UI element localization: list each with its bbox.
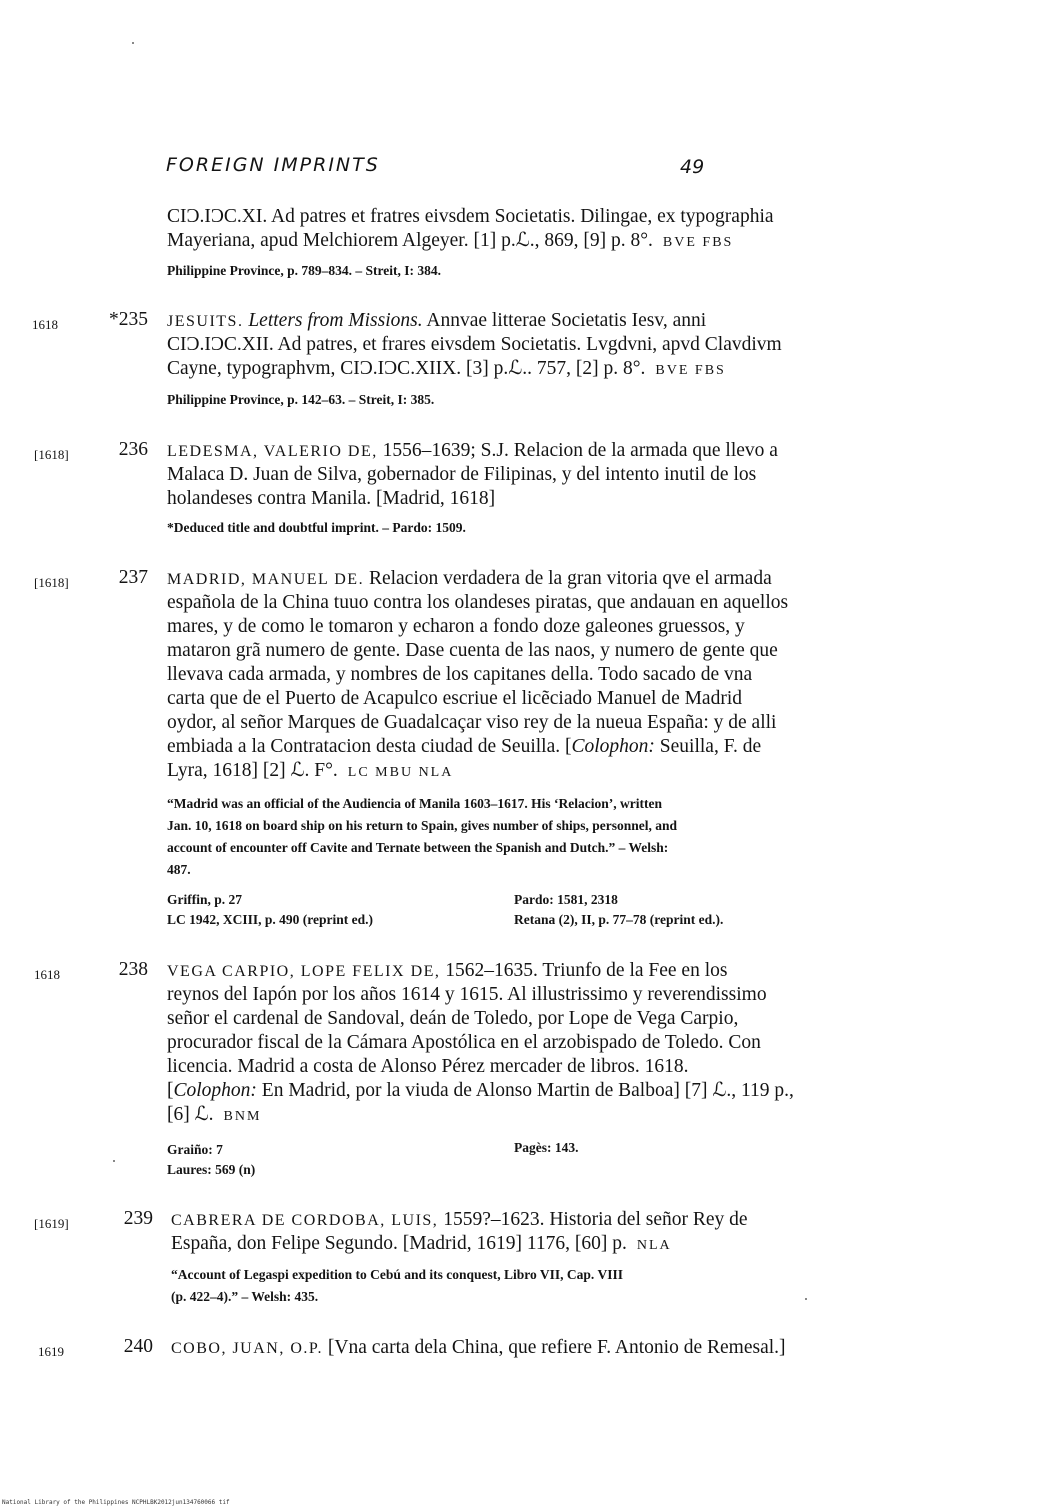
scan-footer: National Library of the Philippines NCPHLBK2012jun134760066 tif (2, 1499, 230, 1506)
page-number: 49 (680, 156, 705, 178)
note: Philippine Province, p. 789–834. – Streit, I: 384. (167, 263, 442, 278)
text-line: llevava cada armada, y nombres de los capitanes della. Todo sacado de vna (167, 664, 753, 685)
entry-number: 238 (118, 959, 148, 980)
entry-title: Letters from Missions. (248, 310, 423, 331)
text-line: Malaca D. Juan de Silva, gobernador de Filipinas, y del intento inutil de los (167, 464, 757, 485)
reference: Laures: 569 (n) (167, 1162, 256, 1177)
text-line (171, 1232, 672, 1258)
quote-line: “Madrid was an official of the Audiencia of Manila 1603–1617. His ‘Relacion’, written (167, 796, 662, 811)
text-line: embiada a la Contratacion desta ciudad de Seuilla. [Colophon: Seuilla, F. de (167, 736, 762, 757)
text-line: señor el cardenal de Sandoval, deán de Toledo, por Lope de Vega Carpio, (167, 1008, 739, 1029)
entry-year: [1618] (34, 447, 69, 462)
text-span: En Madrid, por la viuda de Alonso Martin de Balboa] [7] ℒ., 119 p., (256, 1080, 794, 1101)
text-line (167, 229, 733, 255)
text-line (167, 759, 453, 785)
entry-year: 1618 (32, 317, 58, 332)
location-codes: LC MBU NLA (347, 765, 454, 780)
location-codes: BVE FBS (662, 235, 734, 250)
entry-author: MADRID, MANUEL DE. (167, 571, 365, 588)
note: Philippine Province, p. 142–63. – Streit, I: 385. (167, 392, 435, 407)
text-span: Relacion verdadera de la gran vitoria qve el armada (368, 568, 772, 589)
entry-number: 236 (118, 439, 148, 460)
text-line: carta que de el Puerto de Acapulco escriue el licẽciado Manuel de Madrid (167, 688, 743, 709)
text-line (167, 357, 726, 383)
text-line: mataron grã numero de gente. Dase cuenta de las naos, y numero de gente que (167, 640, 778, 661)
colophon-label: Colophon: (173, 1080, 257, 1101)
entry-year: 1619 (38, 1344, 64, 1359)
text-line: holandeses contra Manila. [Madrid, 1618] (167, 488, 496, 509)
text-line (167, 309, 706, 334)
entry-number: 237 (118, 567, 148, 588)
text-line (171, 1208, 748, 1233)
text-line: CIƆ.IƆC.XII. Ad patres, et frares eivsdem Societatis. Lvgdvni, apvd Clavdivm (167, 334, 782, 355)
text-line (167, 567, 772, 592)
text-span: 1559?–1623. Historia del señor Rey de (443, 1209, 748, 1230)
text-line (167, 959, 727, 984)
entry-author: VEGA CARPIO, LOPE FELIX DE, (167, 963, 441, 980)
quote-line: 487. (167, 862, 191, 877)
text-line (167, 1103, 261, 1129)
text-line (167, 439, 778, 464)
colophon-label: Colophon: (571, 736, 655, 757)
entry-author: LEDESMA, VALERIO DE, (167, 443, 378, 460)
location-codes: BNM (223, 1109, 262, 1124)
reference: Graiño: 7 (167, 1142, 223, 1157)
quote-line: (p. 422–4).” – Welsh: 435. (171, 1289, 319, 1304)
entry-year: [1619] (34, 1216, 69, 1231)
text-span: Mayeriana, apud Melchiorem Algeyer. [1] p.ℒ., 869, [9] p. 8°. (167, 230, 653, 251)
text-span: Lyra, 1618] [2] ℒ. F°. (167, 760, 338, 781)
reference: Pagès: 143. (514, 1140, 579, 1155)
text-line: reynos del Iapón por los años 1614 y 1615. Al illustrissimo y reverendissimo (167, 984, 767, 1005)
entry-author: COBO, JUAN, O.P. (171, 1340, 324, 1357)
scan-speck (805, 1298, 807, 1300)
text-line: licencia. Madrid a costa de Alonso Pérez mercader de libros. 1618. (167, 1056, 689, 1077)
quote-line: Jan. 10, 1618 on board ship on his return to Spain, gives number of ships, personnel, and (167, 818, 678, 833)
text-line: procurador fiscal de la Cámara Apostólica en el arzobispado de Toledo. Con (167, 1032, 761, 1053)
text-line: española de la China tuuo contra los olandeses piratas, que andauan en aquellos (167, 592, 789, 613)
scan-speck (113, 1160, 115, 1162)
reference: Retana (2), II, p. 77–78 (reprint ed.). (514, 912, 724, 927)
entry-number: 239 (123, 1208, 153, 1229)
text-span: Annvae litterae Societatis Iesv, anni (426, 310, 707, 331)
quote-line: account of encounter off Cavite and Ternate between the Spanish and Dutch.” – Welsh: (167, 840, 669, 855)
text-span: Seuilla, F. de (654, 736, 762, 757)
text-span: 1556–1639; S.J. Relacion de la armada que llevo a (382, 440, 778, 461)
text-span: [6] ℒ. (167, 1104, 214, 1125)
text-line: CIƆ.IƆC.XI. Ad patres et fratres eivsdem Societatis. Dilingae, ex typographia (167, 206, 774, 227)
reference: LC 1942, XCIII, p. 490 (reprint ed.) (167, 912, 374, 927)
entry-author: CABRERA DE CORDOBA, LUIS, (171, 1212, 439, 1229)
quote-line: “Account of Legaspi expedition to Cebú and its conquest, Libro VII, Cap. VIII (171, 1267, 623, 1282)
text-line (171, 1336, 786, 1361)
entry-author: JESUITS. (167, 313, 244, 330)
entry-year: 1618 (34, 967, 60, 982)
text-line: [Colophon: En Madrid, por la viuda de Alonso Martin de Balboa] [7] ℒ., 119 p., (167, 1080, 794, 1101)
text-span: 1562–1635. Triunfo de la Fee en los (445, 960, 728, 981)
scan-speck (132, 42, 134, 44)
location-codes: BVE FBS (655, 363, 726, 378)
text-span: [Vna carta dela China, que refiere F. Antonio de Remesal.] (327, 1337, 786, 1358)
entry-year: [1618] (34, 575, 69, 590)
entry-number: 240 (123, 1336, 153, 1357)
entry-number: *235 (109, 309, 148, 330)
text-span: España, don Felipe Segundo. [Madrid, 1619] 1176, [60] p. (171, 1233, 627, 1254)
reference: Pardo: 1581, 2318 (514, 892, 618, 907)
text-line: mares, y de como le tomaron y echaron a fondo doze galeones gruessos, y (167, 616, 745, 637)
note: *Deduced title and doubtful imprint. – Pardo: 1509. (167, 520, 466, 535)
text-span: Cayne, typographvm, CIƆ.IƆC.XIIX. [3] p.ℒ.. 757, [2] p. 8°. (167, 358, 646, 379)
location-codes: NLA (636, 1238, 672, 1253)
text-line: oydor, al señor Marques de Guadalcaçar viso rey de la nueua España: y de alli (167, 712, 777, 733)
reference: Griffin, p. 27 (167, 892, 243, 907)
running-header: FOREIGN IMPRINTS (166, 154, 380, 176)
text-span: embiada a la Contratacion desta ciudad de Seuilla. (167, 736, 561, 757)
